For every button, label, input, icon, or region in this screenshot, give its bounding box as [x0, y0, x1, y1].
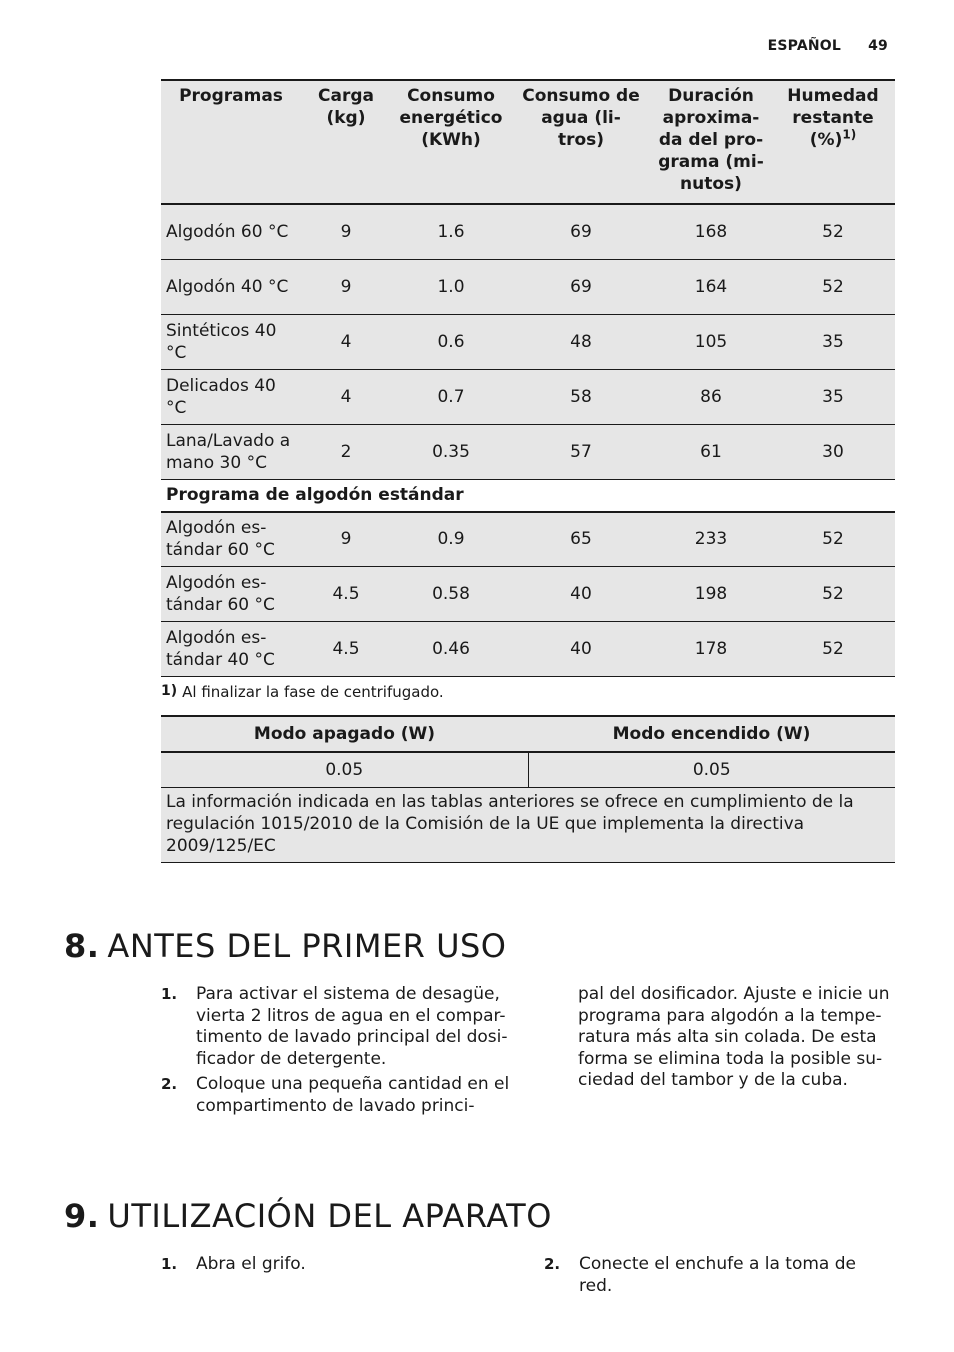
power-table — [161, 715, 895, 863]
cell-load: 4.5 — [301, 567, 391, 622]
header-language: ESPAÑOL — [767, 38, 842, 54]
power-value-row — [161, 752, 895, 788]
table-row — [161, 512, 895, 567]
cell-duration: 198 — [651, 567, 771, 622]
regulation-note: La información indicada en las tablas anteriores se ofrece en cumplimiento de la regulación 1015/2010 de la Comisión de la UE que implementa la directiva 2009/125/EC — [161, 788, 895, 863]
item-text-continuation: pal del dosificador. Ajuste e inicie un programa para algodón a la tempe- ratura más alta sin colada. De esta forma se elimina toda la posible su- ciedad del tambor y de la cuba. — [578, 984, 890, 1090]
col-header-program: Programas — [161, 80, 301, 204]
section-8-title: ANTES DEL PRIMER USO — [107, 927, 507, 965]
cell-humidity: 35 — [771, 369, 895, 424]
cell-program: Sintéticos 40 °C — [161, 314, 301, 369]
footnote-mark: 1) — [161, 683, 178, 699]
item-text: Coloque una pequeña cantidad en el compartimento de lavado princi- — [196, 1074, 510, 1116]
cell-water: 69 — [511, 204, 651, 259]
section-8-number: 8. — [64, 927, 100, 965]
table-section-row — [161, 479, 895, 512]
cell-duration: 178 — [651, 622, 771, 677]
standard-program-title: Programa de algodón estándar — [161, 479, 895, 512]
page-header — [768, 38, 888, 54]
section-9-left-column — [161, 1254, 516, 1280]
col-header-water: Consumo de agua (li- tros) — [511, 80, 651, 204]
col-header-humidity — [771, 80, 895, 204]
cell-water: 40 — [511, 567, 651, 622]
off-mode-header: Modo apagado (W) — [161, 716, 528, 752]
cell-humidity: 52 — [771, 259, 895, 314]
table-row — [161, 314, 895, 369]
cell-duration: 164 — [651, 259, 771, 314]
item-number: 1. — [161, 985, 178, 1003]
cell-energy: 0.7 — [391, 369, 511, 424]
footnote-text: Al finalizar la fase de centrifugado. — [182, 683, 444, 701]
section-8-left-column — [161, 984, 516, 1121]
cell-load: 9 — [301, 512, 391, 567]
col-header-duration: Duración aproxima- da del pro- grama (mi- nutos) — [651, 80, 771, 204]
table-row — [161, 259, 895, 314]
cell-load: 9 — [301, 259, 391, 314]
cell-energy: 0.6 — [391, 314, 511, 369]
cell-energy: 0.9 — [391, 512, 511, 567]
section-9-right-column — [544, 1254, 874, 1301]
cell-energy: 1.0 — [391, 259, 511, 314]
cell-energy: 1.6 — [391, 204, 511, 259]
cell-duration: 168 — [651, 204, 771, 259]
off-mode-value: 0.05 — [161, 752, 528, 788]
cell-water: 69 — [511, 259, 651, 314]
power-note-row — [161, 788, 895, 863]
cell-energy: 0.46 — [391, 622, 511, 677]
cell-load: 4.5 — [301, 622, 391, 677]
cell-water: 40 — [511, 622, 651, 677]
col-header-energy: Consumo energético (KWh) — [391, 80, 511, 204]
section-8-heading — [64, 927, 506, 965]
list-item — [544, 1254, 874, 1297]
table-row — [161, 204, 895, 259]
cell-water: 57 — [511, 424, 651, 479]
table-row — [161, 424, 895, 479]
page-number: 49 — [868, 38, 888, 54]
cell-program: Algodón es- tándar 60 °C — [161, 512, 301, 567]
cell-load: 2 — [301, 424, 391, 479]
cell-energy: 0.35 — [391, 424, 511, 479]
power-header-row — [161, 716, 895, 752]
table-row — [161, 369, 895, 424]
cell-humidity: 52 — [771, 622, 895, 677]
cell-humidity: 35 — [771, 314, 895, 369]
table-row — [161, 567, 895, 622]
on-mode-value: 0.05 — [528, 752, 895, 788]
table-footnote — [161, 683, 444, 701]
cell-program: Lana/Lavado a mano 30 °C — [161, 424, 301, 479]
cell-duration: 105 — [651, 314, 771, 369]
cell-humidity: 52 — [771, 512, 895, 567]
cell-load: 4 — [301, 314, 391, 369]
item-number: 2. — [544, 1255, 561, 1273]
humidity-header-text: Humedad restante (%) — [787, 86, 879, 150]
cell-duration: 86 — [651, 369, 771, 424]
section-9-number: 9. — [64, 1197, 100, 1235]
humidity-footnote-ref: 1) — [842, 127, 857, 142]
section-9-title: UTILIZACIÓN DEL APARATO — [107, 1197, 552, 1235]
table-row — [161, 622, 895, 677]
list-item — [161, 1254, 516, 1276]
cell-program: Algodón 60 °C — [161, 204, 301, 259]
on-mode-header: Modo encendido (W) — [528, 716, 895, 752]
item-text: Conecte el enchufe a la toma de red. — [579, 1254, 857, 1296]
col-header-load: Carga (kg) — [301, 80, 391, 204]
list-item — [161, 984, 516, 1070]
item-text: Para activar el sistema de desagüe, vierta 2 litros de agua en el compar- timento de lavado principal del dosi- ficador de detergente. — [196, 984, 508, 1069]
item-text: Abra el grifo. — [196, 1254, 306, 1274]
cell-duration: 233 — [651, 512, 771, 567]
cell-program: Algodón es- tándar 60 °C — [161, 567, 301, 622]
cell-energy: 0.58 — [391, 567, 511, 622]
cell-duration: 61 — [651, 424, 771, 479]
section-9-heading — [64, 1197, 552, 1235]
cell-water: 48 — [511, 314, 651, 369]
cell-water: 58 — [511, 369, 651, 424]
table-header-row — [161, 80, 895, 204]
consumption-table — [161, 79, 895, 677]
item-number: 2. — [161, 1075, 178, 1093]
list-item — [161, 1074, 516, 1117]
item-number: 1. — [161, 1255, 178, 1273]
cell-program: Delicados 40 °C — [161, 369, 301, 424]
cell-program: Algodón es- tándar 40 °C — [161, 622, 301, 677]
cell-load: 4 — [301, 369, 391, 424]
cell-humidity: 52 — [771, 204, 895, 259]
section-8-right-column — [578, 984, 896, 1092]
cell-humidity: 30 — [771, 424, 895, 479]
cell-water: 65 — [511, 512, 651, 567]
cell-program: Algodón 40 °C — [161, 259, 301, 314]
cell-humidity: 52 — [771, 567, 895, 622]
cell-load: 9 — [301, 204, 391, 259]
